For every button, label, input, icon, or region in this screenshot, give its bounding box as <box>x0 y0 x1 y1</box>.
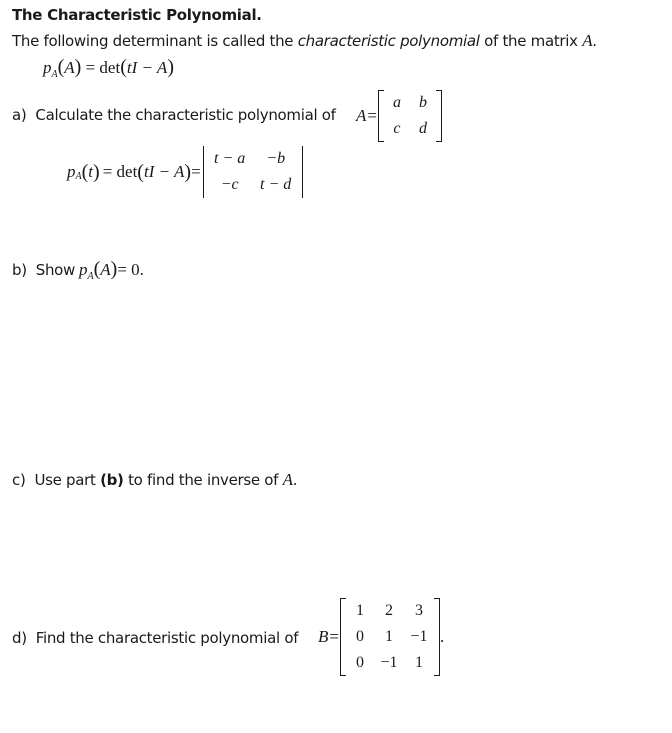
matrix-var: A <box>356 106 367 125</box>
p-symbol: p <box>43 58 52 77</box>
period: . <box>439 627 445 646</box>
matrix-cell: d <box>418 120 427 137</box>
equals: = <box>191 162 201 181</box>
intro-end: . <box>592 32 597 50</box>
det-label: = det <box>85 58 121 77</box>
matrix-cell: 2 <box>384 602 393 619</box>
p-symbol: p <box>67 162 76 181</box>
subscript: A <box>87 271 94 282</box>
matrix-b <box>340 598 440 676</box>
part-a-label: a) <box>12 106 27 124</box>
inner-expr: tI − A <box>126 58 168 77</box>
intro-var: A <box>582 31 593 50</box>
definition-formula: $p_A(A) = \det(tI - A)$ <box>43 56 174 80</box>
part-a-text: Calculate the characteristic polynomial of <box>35 106 336 124</box>
part-b-label: b) <box>12 261 27 279</box>
matrix-cell: 3 <box>414 602 423 619</box>
page-title: The Characteristic Polynomial. <box>12 6 262 24</box>
matrix-cell: 1 <box>355 602 364 619</box>
part-b-text: Show <box>35 261 75 279</box>
part-d <box>12 629 298 647</box>
determinant <box>203 146 303 198</box>
matrix-cell: 0 <box>355 654 364 671</box>
part-c-label: c) <box>12 471 26 489</box>
part-a-work: p A ( t ) = det ( tI − A ) = t − a −b −c t − d <box>67 146 303 198</box>
det-cell: −b <box>266 150 286 167</box>
subscript: A <box>75 170 82 182</box>
matrix-cell: b <box>418 94 427 111</box>
intro-after: of the matrix <box>479 32 583 50</box>
matrix-cell: a <box>392 94 401 111</box>
matrix-cell: −1 <box>380 654 398 671</box>
part-d-text: Find the characteristic polynomial of <box>35 629 299 647</box>
matrix-cell: 1 <box>414 654 423 671</box>
part-c <box>12 470 297 490</box>
inner-expr: tI − A <box>143 162 185 181</box>
matrix-cell: 1 <box>384 628 393 645</box>
p-symbol: p <box>79 260 88 279</box>
part-d-matrix-expr <box>318 598 444 676</box>
part-c-text1: Use part <box>34 471 101 489</box>
part-b: b) Show $p_A(A)= 0$. <box>12 258 144 282</box>
det-cell: −c <box>220 176 239 193</box>
part-c-text2: to find the inverse of <box>123 471 283 489</box>
arg: t <box>88 162 94 181</box>
matrix-a <box>378 90 442 142</box>
intro-text <box>12 31 597 51</box>
intro-emphasis: characteristic polynomial <box>297 32 480 50</box>
arg: A <box>64 58 75 77</box>
intro-before: The following determinant is called the <box>12 32 298 50</box>
det-cell: t − d <box>260 176 292 193</box>
part-c-bold: (b) <box>100 471 124 489</box>
rhs: = 0. <box>117 260 144 279</box>
matrix-cell: c <box>393 120 401 137</box>
det-label: = det <box>102 162 138 181</box>
det-cell: t − a <box>214 150 246 167</box>
matrix-cell: −1 <box>410 628 428 645</box>
subscript: A <box>51 69 58 80</box>
equals: = <box>367 106 377 125</box>
equals: = <box>329 627 339 646</box>
matrix-cell: 0 <box>355 628 364 645</box>
part-c-end: . <box>292 471 298 489</box>
part-a-matrix-expr <box>356 90 442 142</box>
part-d-label: d) <box>12 629 27 647</box>
matrix-var: B <box>318 627 329 646</box>
part-c-var: A <box>282 470 293 489</box>
part-a <box>12 106 336 124</box>
arg: A <box>100 260 111 279</box>
